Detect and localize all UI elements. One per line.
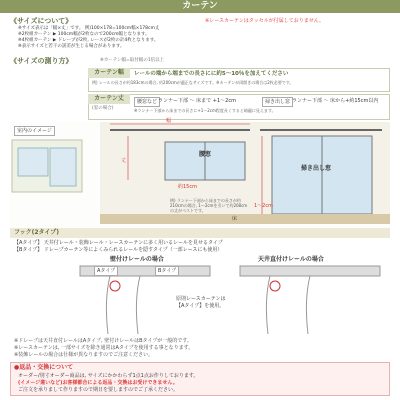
window-label: 腰窓 <box>199 151 212 158</box>
hook-note-3: ※装飾レールの場合は仕様が異なりますのでご注意ください。 <box>14 352 154 358</box>
room-image-label: 室内のイメージ <box>14 126 55 136</box>
hook-section-title: フック(2タイプ) <box>10 228 390 238</box>
item-hakidashi-text: ランナー下部 ～ 床から+約15cm以内 <box>292 98 379 104</box>
ceiling-rail-title: 天井直付けレールの場合 <box>258 256 324 263</box>
length-sub-label: (窓の場合) <box>92 106 114 111</box>
height-mark: 丈 <box>121 158 127 164</box>
a-type-desc: 【Aタイプ】 天井付レール・装飾レール・レースカーテンに多く用いるレールを見せるタイプ <box>14 240 223 246</box>
size-line-2: ※2枚組カーテン ▶ 100cm幅が2枚なので200cm幅となります。 <box>18 32 150 37</box>
page-title: カーテン <box>0 0 400 13</box>
size-line-3: ※4枚組カーテン ▶ ドレープが2枚, レースが2枚の計4枚となります。 <box>18 38 159 43</box>
lace-tassel-note: ※レースカーテンはタッセルが付属しておりません。 <box>205 18 324 24</box>
mark-15cm: 約15cm <box>178 184 197 190</box>
b-type-tag: Bタイプ <box>155 266 179 276</box>
return-text-2: (イメージ違いなど)お客様都合による返品・交換はお受けできません。 <box>18 380 178 386</box>
wall-rail-title: 壁付けレールの場合 <box>110 256 164 263</box>
length-label: カーテン丈 <box>88 94 130 104</box>
size-line-4: ※表示サイズと若干の誤差が生じる場合があります。 <box>18 44 125 49</box>
width-small: 例) レールの長さが約183cmの場合, 約200cmが適正なサイズです。※カーテンが両開きの場合は2枚必要です。 <box>92 80 294 85</box>
a-type-tag: Aタイプ <box>94 266 118 276</box>
width-mark: 幅 <box>166 118 172 124</box>
mark-1-2cm: 1～2cm <box>254 203 273 209</box>
b-type-desc: 【Bタイプ】 ドレープカーテン等によくみられるレールを隠すタイプ（一部レースにも使用） <box>14 247 223 253</box>
measurement-diagram <box>10 122 390 232</box>
hook-note-2: ※レースカーテンは, 一部サイズを除き通常はAタイプを使用する事となります。 <box>14 345 194 351</box>
hook-note-1: ※ドレープは天井直付レールはAタイプ, 壁付けレールはBタイプが一般的です。 <box>14 338 192 344</box>
item-koshimado: 腰窓など <box>134 97 160 107</box>
width-label: カーテン幅 <box>88 68 130 78</box>
item-koshimado-text: ランナー下部 ～ 床まで +1～2cm <box>158 98 236 104</box>
length-small-note: ※ランナー下部から床までの長さに+1～2cm程度長くすると綺麗に見えます。 <box>134 108 276 113</box>
size-section-title: 《サイズについて》 <box>10 17 73 25</box>
return-title: ●返品・交換について <box>14 364 74 371</box>
measure-section-title: 《サイズの測り方》 <box>10 57 73 65</box>
diagram-caption: 例) ランナー下部から床までの長さが約210cmの場合, 1～2cmを引いて約208cmの丈がベストです。 <box>170 198 248 213</box>
item-hakidashi: 掃き出し窓 <box>262 97 293 107</box>
measure-sub-note: ※カーテン幅=取付幅の1倍以上 <box>100 58 165 63</box>
lace-hook-note: 原則レースカーテンは 【Aタイプ】を使用。 <box>176 296 226 309</box>
width-text: レールの端から端までの長さにに約5～10％を加えてください <box>134 71 289 77</box>
return-text-3: ご注文を承りまして作りますので期日を要しますのでご了承ください。 <box>18 387 179 393</box>
return-text-1: オーダー/別寸オーダー商品は, サイズにかかわらず1点1点お作りしております。 <box>18 373 199 379</box>
patio-window-label: 掃き出し窓 <box>301 165 332 172</box>
floor-label: 床 <box>232 216 238 222</box>
size-line-1: ※サイズ表示は「幅×丈」です。 例)100×178=100cm幅×178cm丈 <box>18 26 160 31</box>
